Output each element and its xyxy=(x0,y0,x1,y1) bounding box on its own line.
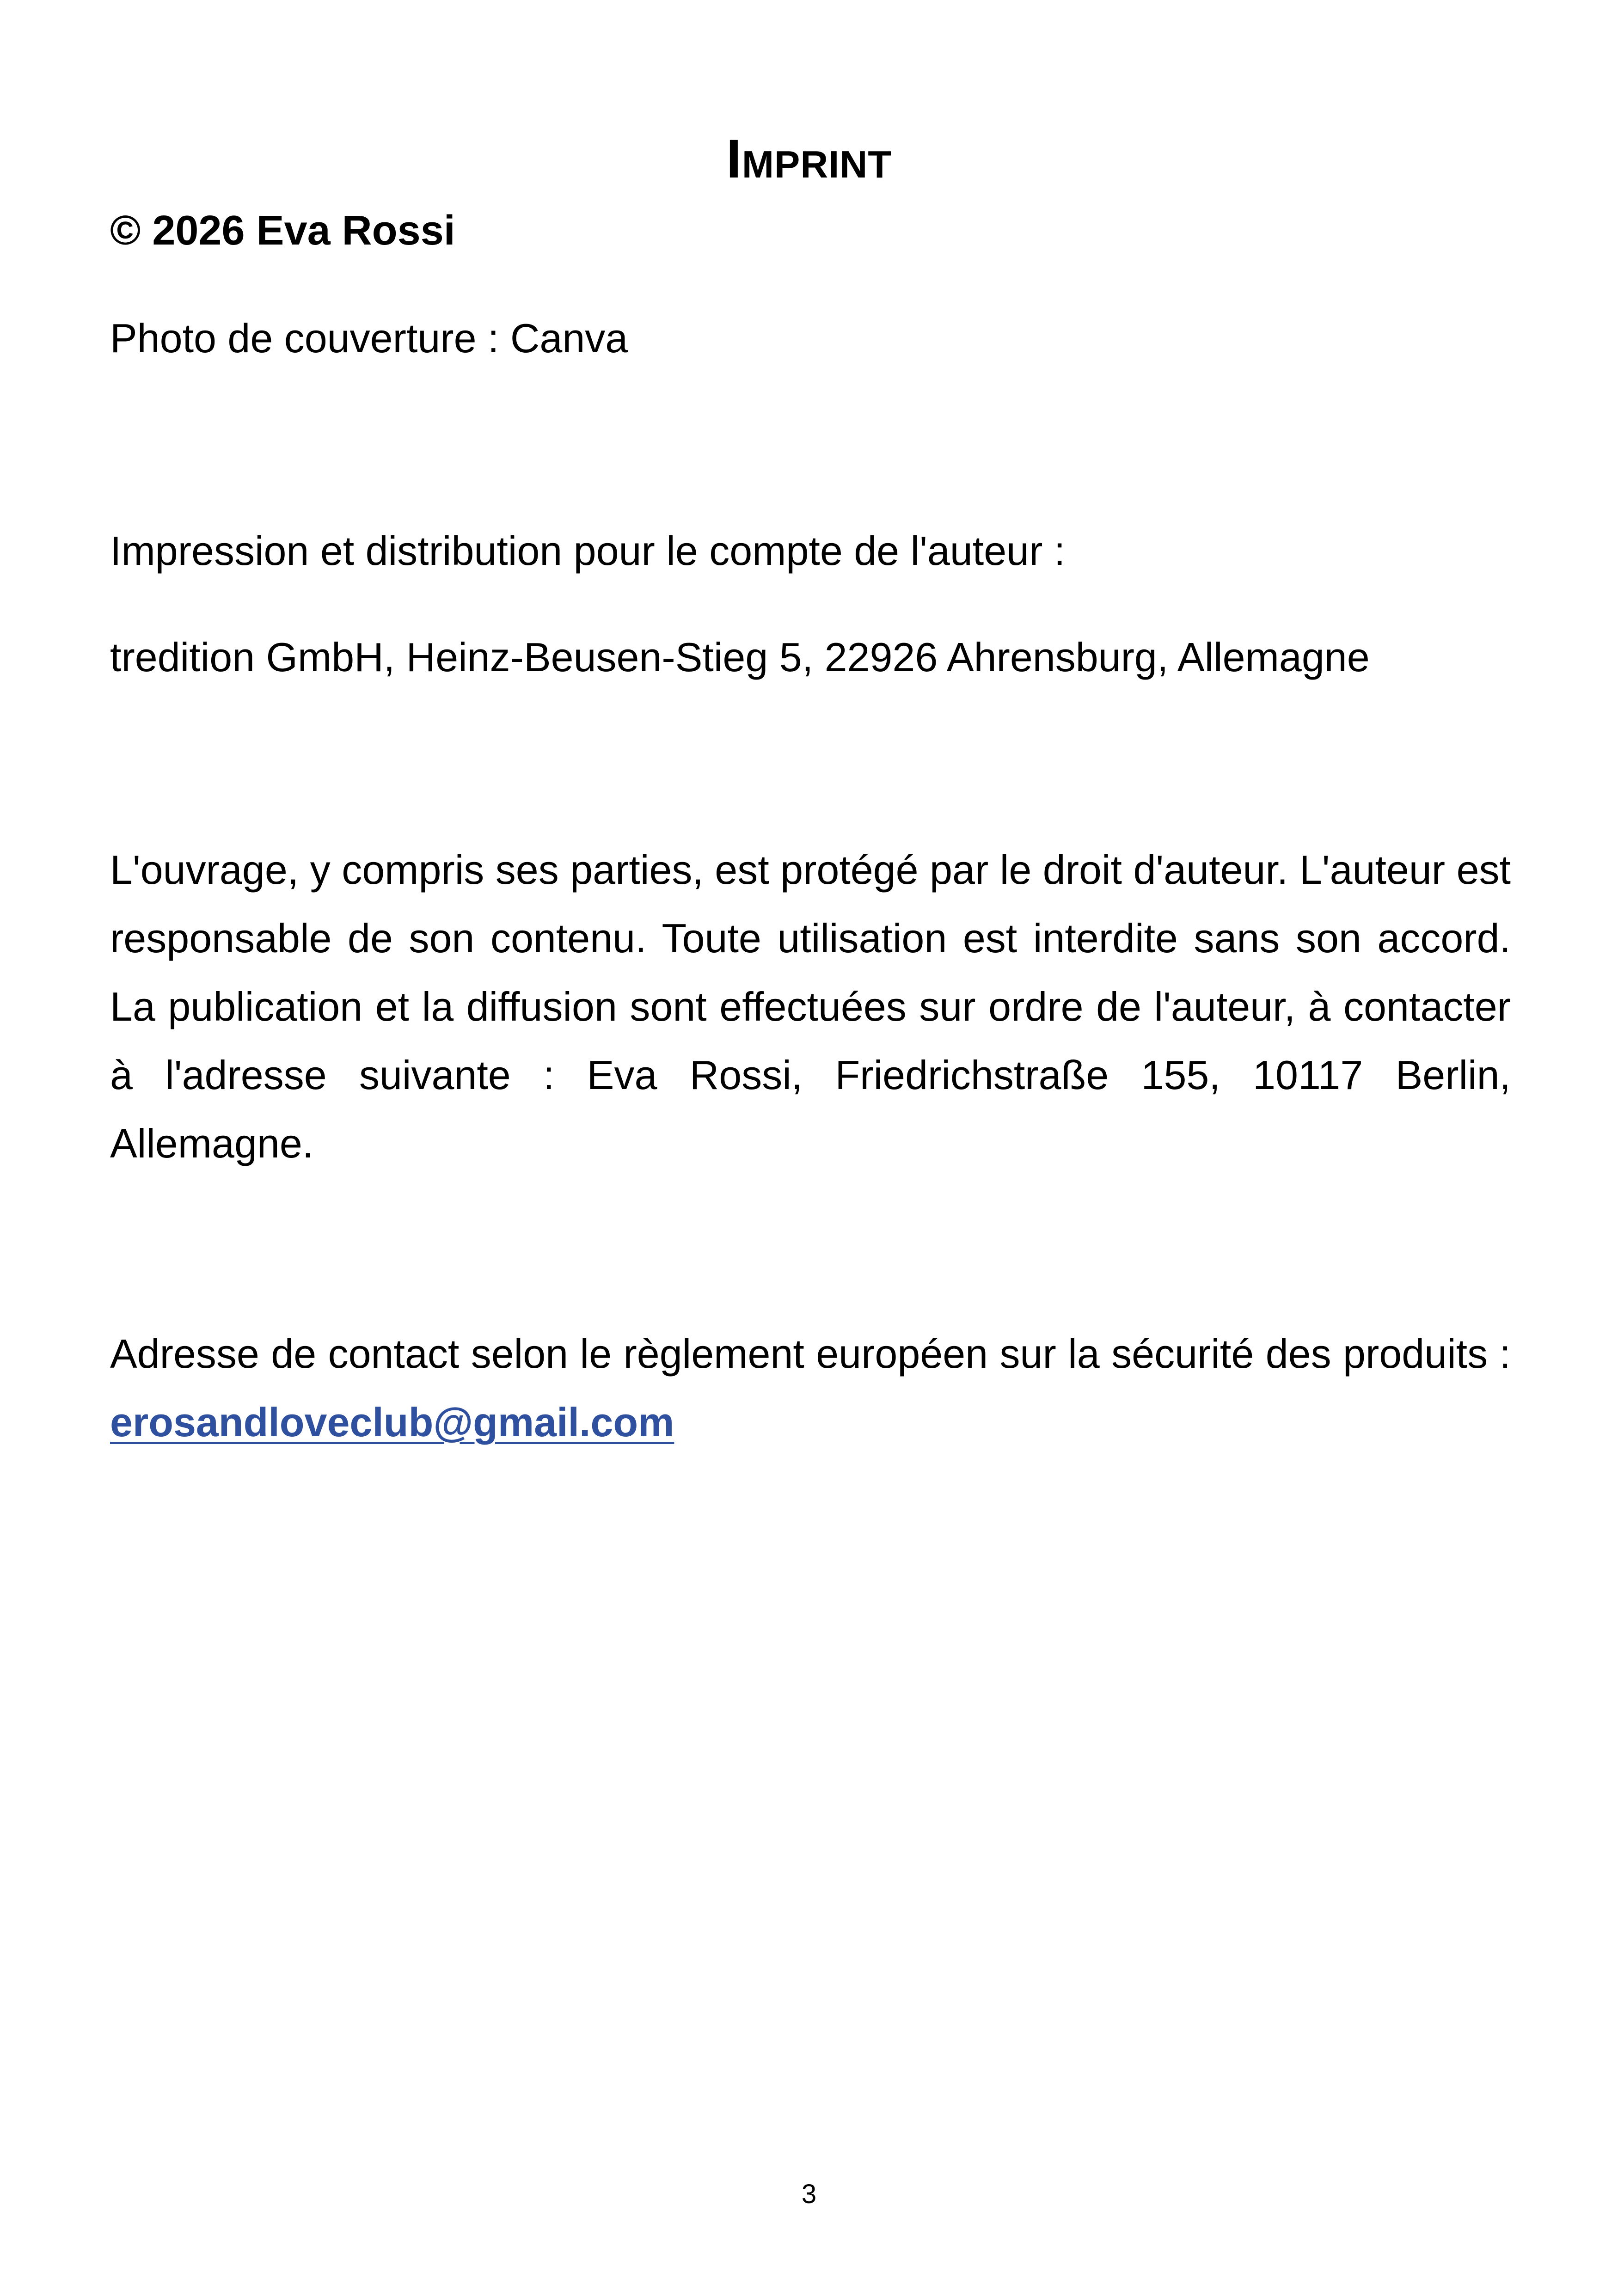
printing-company-address: tredition GmbH, Heinz-Beusen-Stieg 5, 22926 Ahrensburg, Allemagne xyxy=(110,634,1370,680)
page-number: 3 xyxy=(801,2179,817,2209)
cover-photo-credit: Photo de couverture : Canva xyxy=(110,315,628,361)
printing-distribution-label: Impression et distribution pour le compte de l'auteur : xyxy=(110,528,1066,574)
contact-prefix: Adresse de contact selon le règlement européen sur la sécurité des produits : xyxy=(110,1331,1511,1377)
product-safety-contact-paragraph xyxy=(110,1320,1511,1457)
page-title: Imprint xyxy=(726,129,892,190)
copyright-rights-paragraph: L'ouvrage, y compris ses parties, est protégé par le droit d'auteur. L'auteur est responsable de son contenu. Toute utilisation est interdite sans son accord. La publication et la diffusion sont effectuées sur ordre de l'auteur, à contacter à l'adresse suivante : Eva Rossi, Friedrichstraße 155, 10117 Berlin, Allemagne. xyxy=(110,847,1511,1166)
contact-email-link[interactable]: erosandloveclub@gmail.com xyxy=(110,1399,674,1445)
copyright-line: © 2026 Eva Rossi xyxy=(110,208,455,254)
